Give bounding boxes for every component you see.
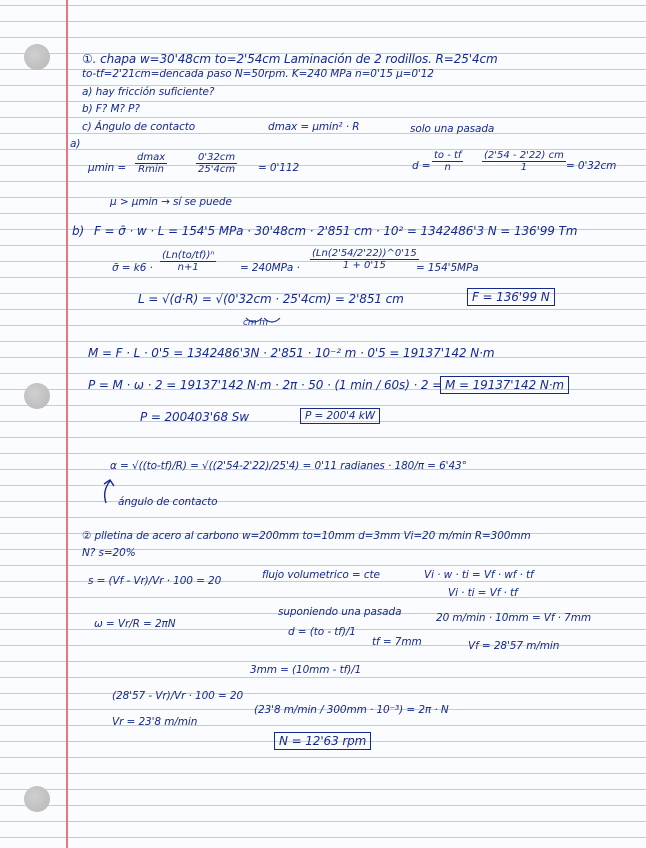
p1-sigma-lhs: σ̄ = k6 · (112, 262, 153, 274)
p2-vf-calc: 20 m/min · 10mm = Vf · 7mm (436, 612, 591, 624)
p1-sigma-num: (Ln(to/tf))ⁿ (162, 250, 215, 261)
p1-power-box: P = 200'4 kW (300, 408, 380, 424)
angle-arrow (105, 481, 110, 503)
p2-flow-label: flujo volumetrico = cte (262, 569, 380, 581)
p1-sigma-den: n+1 (177, 262, 199, 273)
p2-d-eq: d = (to - tf)/1 (288, 626, 356, 638)
p1-label-a: a) (70, 138, 81, 150)
p2-n-eq: (23'8 m/min / 300mm · 10⁻³) = 2π · N (254, 704, 449, 716)
p2-three-mm-eq: 3mm = (10mm - tf)/1 (250, 664, 362, 676)
p1-num-032: 0'32cm (198, 152, 236, 163)
p2-tf-eq: tf = 7mm (372, 636, 422, 648)
p1-mu-conclusion: μ > μmin → sí se puede (110, 196, 232, 208)
p1-sigma-num2: (Ln(2'54/2'22))^0'15 (312, 248, 417, 259)
p1-power-result: P = 200403'68 Sw (140, 410, 249, 424)
p1-moment-box: M = 19137'142 N·m (440, 376, 569, 394)
p2-header-line2: N? s=20% (82, 547, 136, 559)
p1-question-b: b) F? M? P? (82, 103, 140, 115)
p1-sigma-den2: 1 + 0'15 (342, 260, 386, 271)
p1-header-line2: to-tf=2'21cm=dencada paso N=50rpm. K=240 MPa n=0'15 μ=0'12 (82, 68, 434, 80)
p1-question-c: c) Ángulo de contacto (82, 121, 196, 133)
p1-d-result: = 0'32cm (566, 160, 617, 172)
p1-power-line: P = M · ω · 2 = 19137'142 N·m · 2π · 50 · (1 min / 60s) · 2 = (88, 378, 443, 392)
p1-rmin-label: Rmin (138, 164, 164, 175)
p2-one-pass: suponiendo una pasada (278, 606, 402, 618)
p1-dmax-formula: dmax = μmin² · R (268, 121, 360, 133)
p1-sigma-mid: = 240MPa · (240, 262, 300, 274)
p2-n-box: N = 12'63 rpm (274, 732, 371, 750)
p1-mu-result: = 0'112 (258, 162, 300, 174)
p1-angle-label: ángulo de contacto (118, 496, 218, 508)
p1-mu-min-lhs: μmin = (88, 162, 127, 174)
p2-slip-formula: s = (Vf - Vr)/Vr · 100 = 20 (88, 575, 222, 587)
p1-moment-line: M = F · L · 0'5 = 1342486'3N · 2'851 · 10⁻² m · 0'5 = 19137'142 N·m (88, 346, 495, 360)
p1-header-line1: ①. chapa w=30'48cm to=2'54cm Laminación de 2 rodillos. R=25'4cm (82, 52, 498, 66)
p1-force-box: F = 136'99 N (467, 288, 555, 306)
p1-length-line: L = √(d·R) = √(0'32cm · 25'4cm) = 2'851 cm (138, 292, 404, 306)
p2-omega-eq: ω = Vr/R = 2πN (94, 618, 176, 630)
p2-vr-result: Vr = 23'8 m/min (112, 716, 198, 728)
p1-dmax-label: dmax (137, 152, 166, 163)
p1-den-254: 25'4cm (198, 164, 236, 175)
p2-header-line1: ② plletina de acero al carbono w=200mm to=10mm d=3mm Vi=20 m/min R=300mm (82, 530, 531, 542)
p1-d-den: n (444, 162, 451, 173)
p2-flow-eq1: Vi · w · ti = Vf · wf · tf (424, 569, 534, 581)
p1-d-lhs: d = (412, 160, 431, 172)
p1-d-den2: 1 (520, 162, 528, 173)
p1-label-b: b) (72, 224, 85, 238)
p2-vr-eq: (28'57 - Vr)/Vr · 100 = 20 (112, 690, 244, 702)
p1-unit-note: cm m (243, 318, 268, 328)
p2-flow-eq2: Vi · ti = Vf · tf (448, 587, 518, 599)
p1-force-line: F = σ̄ · w · L = 154'5 MPa · 30'48cm · 2'851 cm · 10² = 1342486'3 N = 136'99 Tm (94, 224, 578, 238)
p1-question-a: a) hay fricción suficiente? (82, 86, 215, 98)
p1-d-num: to - tf (434, 150, 462, 161)
p1-sigma-result: = 154'5MPa (416, 262, 479, 274)
p2-vf-result: Vf = 28'57 m/min (468, 640, 560, 652)
p1-alpha-line: α = √((to-tf)/R) = √((2'54-2'22)/25'4) = 0'11 radianes · 180/π = 6'43° (110, 460, 467, 472)
p1-one-pass: solo una pasada (410, 123, 495, 135)
unit-cancel-marks (246, 318, 280, 322)
p1-d-num2: (2'54 - 2'22) cm (484, 150, 564, 161)
